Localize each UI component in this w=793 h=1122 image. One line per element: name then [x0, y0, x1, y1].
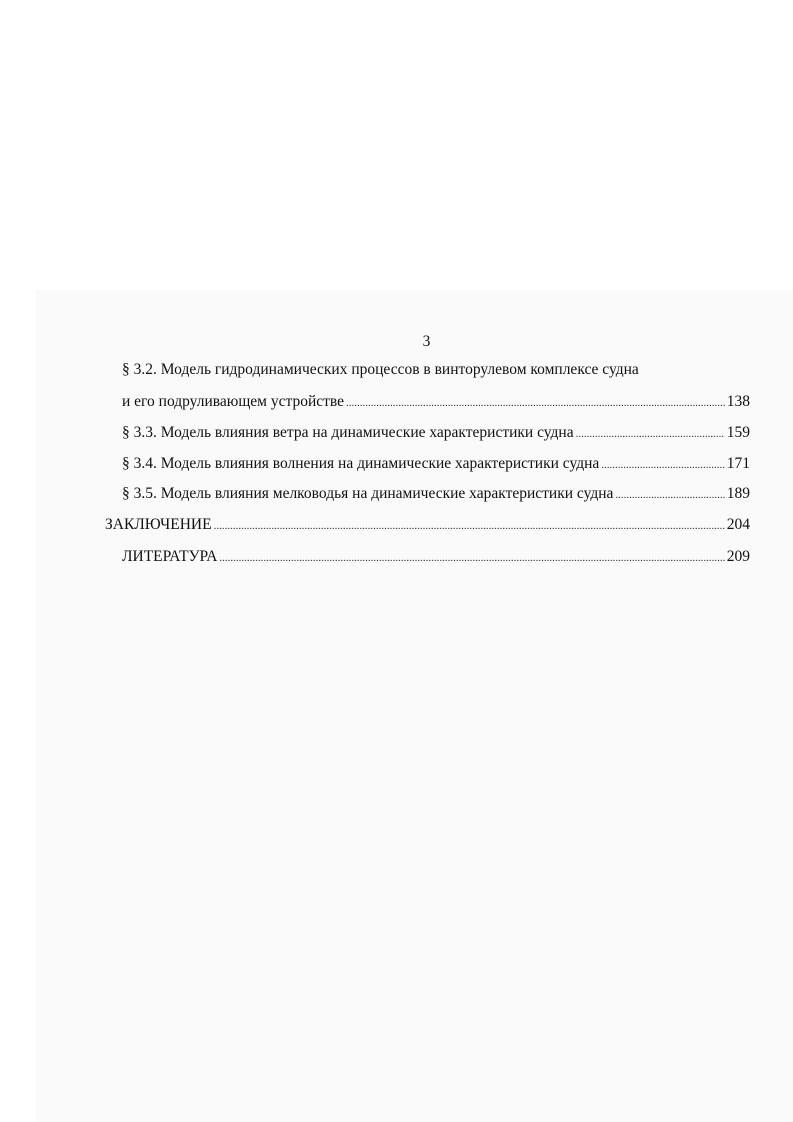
toc-entry-3-2-heading	[122, 360, 639, 380]
toc-entry-text: ЛИТЕРАТУРА	[122, 548, 218, 565]
dot-leader	[601, 454, 724, 475]
toc-entry-conclusion	[105, 515, 750, 536]
toc-entry-3-2-continued	[122, 392, 750, 413]
dot-leader	[219, 547, 724, 568]
dot-leader	[214, 515, 725, 536]
toc-entry-text: § 3.2. Модель гидродинамических процессов в винторулевом комплексе судна	[122, 361, 639, 378]
toc-entry-text: ЗАКЛЮЧЕНИЕ	[105, 516, 212, 533]
scan-background	[36, 290, 793, 1122]
toc-entry-page: 171	[726, 455, 750, 472]
toc-entry-page: 204	[726, 516, 750, 533]
toc-entry-text: и его подруливающем устройстве	[122, 393, 344, 410]
toc-entry-text: § 3.5. Модель влияния мелководья на динамические характеристики судна	[122, 485, 614, 502]
dot-leader	[615, 484, 724, 505]
toc-entry-text: § 3.3. Модель влияния ветра на динамические характеристики судна	[122, 424, 574, 441]
toc-entry-page: 138	[726, 393, 750, 410]
toc-entry-page: 159	[726, 424, 750, 441]
toc-entry-3-5	[122, 484, 750, 505]
dot-leader	[576, 423, 725, 444]
dot-leader	[346, 392, 725, 413]
toc-entry-page: 189	[726, 485, 750, 502]
toc-entry-page: 209	[726, 548, 750, 565]
page-number: 3	[422, 333, 431, 350]
toc-entry-3-4	[122, 454, 750, 475]
toc-entry-literature	[122, 547, 750, 568]
toc-entry-3-3	[122, 423, 750, 444]
toc-entry-text: § 3.4. Модель влияния волнения на динамические характеристики судна	[122, 455, 600, 472]
